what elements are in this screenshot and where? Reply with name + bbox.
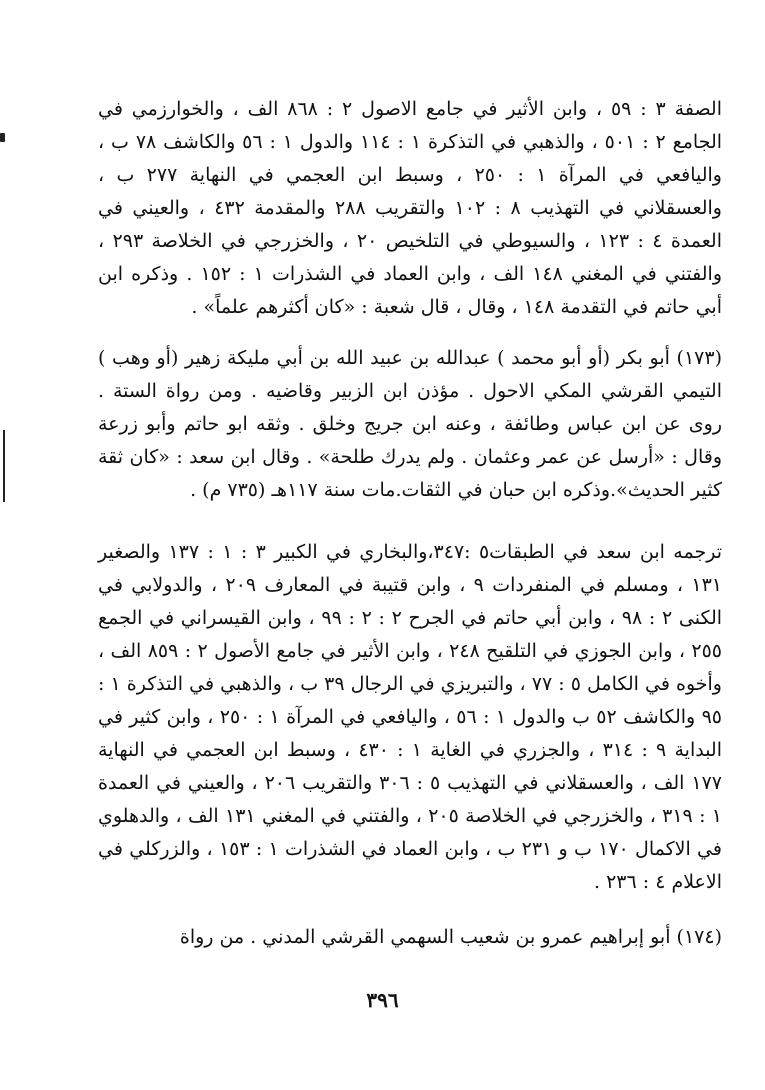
page-number: ٣٩٦ <box>366 988 399 1012</box>
biography-entry-174: (١٧٤) أبو إبراهيم عمرو بن شعيب السهمي القرشي المدني . من رواة <box>179 926 722 948</box>
citation-paragraph-173: ترجمه ابن سعد في الطبقات٥ :٣٤٧،والبخاري في الكبير ٣ : ١ : ١٣٧ والصغير ١٣١ ، ومسلم في المنفردات ٩ ، وابن قتيبة في المعارف ٢٠٩ ، والدولابي في الكنى ٢ : ٩٨ ، وابن أبي حاتم في الجرح ٢ : ٢ : ٩٩ ، وابن القيسراني في الجمع ٢٥٥ ، وابن الجوزي في التلقيح ٢٤٨ ، وابن الأثير في جامع الأصول ٢ : ٨٥٩ الف ، وأخوه في الكامل ٥ : ٧٧ ، والتبريزي في الرجال ٣٩ ب ، والذهبي في التذكرة ١ : ٩٥ والكاشف ٥٢ ب والدول ١ : ٥٦ ، واليافعي في المرآة ١ : ٢٥٠ ، وابن كثير في البداية ٩ : ٣١٤ ، والجزري في الغاية ١ : ٤٣٠ ، وسبط ابن العجمي في النهاية ١٧٧ الف ، والعسقلاني في التهذيب ٥ : ٣٠٦ والتقريب ٢٠٦ ، والعيني في العمدة ١ : ٣١٩ ، والخزرجي في الخلاصة ٢٠٥ ، والفتني في المغني ١٣١ الف ، والدهلوي في الاكمال ١٧٠ ب و ٢٣١ ب ، وابن العماد في الشذرات ١ : ١٥٣ ، والزركلي في الاعلام ٤ : ٢٣٦ . <box>98 541 723 893</box>
citation-paragraph-continued: الصفة ٣ : ٥٩ ، وابن الأثير في جامع الاصول ٢ : ٨٦٨ الف ، والخوارزمي في الجامع ٢ : ٥٠١ ، والذهبي في التذكرة ١ : ١١٤ والدول ١ : ٥٦ والكاشف ٧٨ ب ، واليافعي في المرآة ١ : ٢٥٠ ، وسبط ابن العجمي في النهاية ٢٧٧ ب ، والعسقلاني في التهذيب ٨ : ١٠٢ والتقريب ٢٨٨ والمقدمة ٤٣٢ ، والعيني في العمدة ٤ : ١٢٣ ، والسيوطي في التلخيص ٢٠ ، والخزرجي في الخلاصة ٢٩٣ ، والفتني في المغني ١٤٨ الف ، وابن العماد في الشذرات ١ : ١٥٢ . وذكره ابن أبي حاتم في التقدمة ١٤٨ ، وقال ، قال شعبة : «كان أكثرهم علماً» . <box>98 98 723 318</box>
margin-mark <box>0 133 5 142</box>
biography-entry-173: (١٧٣) أبو بكر (أو أبو محمد ) عبدالله بن عبيد الله بن أبي مليكة زهير (أو وهب ) التيمي القرشي المكي الاحول . مؤذن ابن الزبير وقاضيه . ومن رواة الستة . روى عن ابن عباس وطائفة ، وعنه ابن جريج وخلق . وثقه ابو حاتم وأبو زرعة وقال : «أرسل عن عمر وعثمان . ولم يدرك طلحة» . وقال ابن سعد : «كان ثقة كثير الحديث».وذكره ابن حبان في الثقات.مات سنة ١١٧هـ (٧٣٥ م) . <box>98 347 722 501</box>
margin-line <box>3 430 5 502</box>
